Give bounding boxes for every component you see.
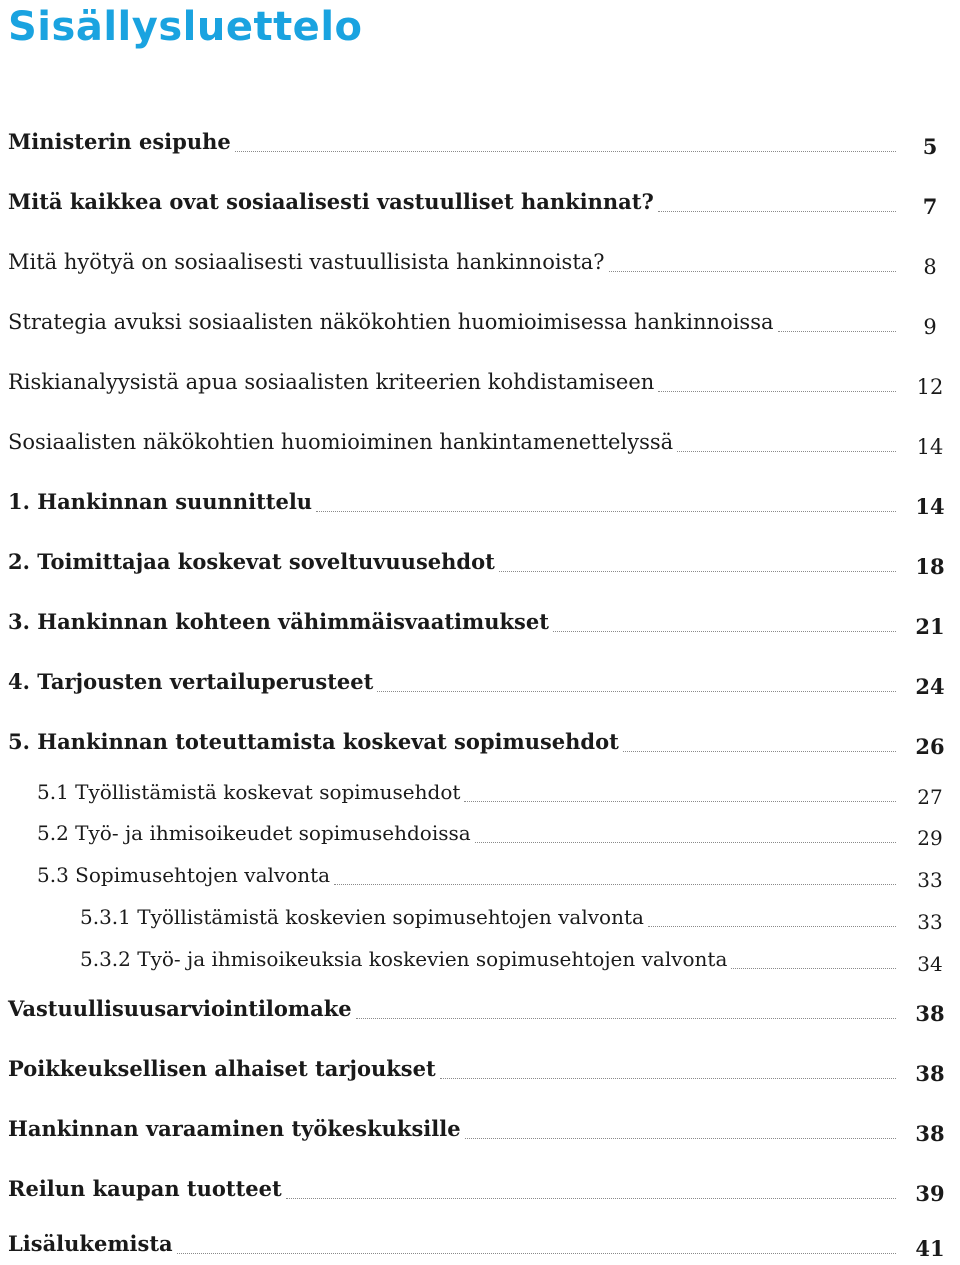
toc-entry-page: 26: [915, 734, 945, 759]
toc-entry-label: 1. Hankinnan suunnittelu: [8, 489, 313, 514]
toc-entry-page: 12: [916, 375, 944, 399]
toc-entry[interactable]: [0, 728, 960, 762]
toc-entry[interactable]: [0, 188, 960, 222]
toc-subentry[interactable]: [0, 819, 960, 853]
toc-entry-page: 41: [915, 1236, 945, 1261]
dot-leader: [475, 842, 896, 843]
toc-entry-page: 39: [915, 1181, 945, 1206]
toc-entry[interactable]: [0, 428, 960, 462]
toc-subentry[interactable]: [0, 778, 960, 812]
toc-entry[interactable]: [0, 548, 960, 582]
dot-leader: [499, 571, 896, 572]
dot-leader: [235, 151, 896, 152]
dot-leader: [286, 1198, 896, 1199]
toc-entry-page: 38: [915, 1001, 945, 1026]
toc-entry-label: Strategia avuksi sosiaalisten näkökohtien huomioimisessa hankinnoissa: [8, 310, 774, 334]
toc-subentry[interactable]: [0, 861, 960, 895]
toc-entry-label: Reilun kaupan tuotteet: [8, 1176, 282, 1201]
toc-entry-page: 33: [917, 910, 943, 934]
dot-leader: [177, 1253, 896, 1254]
toc-subsubentry[interactable]: [0, 945, 960, 979]
toc-entry-page: 7: [922, 194, 938, 219]
dot-leader: [465, 1138, 896, 1139]
toc-entry-label: Poikkeuksellisen alhaiset tarjoukset: [8, 1056, 436, 1081]
toc-entry-label: 2. Toimittajaa koskevat soveltuvuusehdot: [8, 549, 495, 574]
toc-entry-page: 38: [915, 1121, 945, 1146]
toc-entry-label: 5.3.2 Työ- ja ihmisoikeuksia koskevien sopimusehtojen valvonta: [80, 947, 728, 971]
toc-entry[interactable]: [0, 1230, 960, 1264]
toc-entry-page: 24: [915, 674, 945, 699]
toc-entry-page: 29: [917, 826, 943, 850]
toc-entry-label: 5.2 Työ- ja ihmisoikeudet sopimusehdoissa: [37, 821, 471, 845]
dot-leader: [731, 968, 896, 969]
toc-entry-label: Sosiaalisten näkökohtien huomioiminen hankintamenettelyssä: [8, 430, 674, 454]
toc-entry[interactable]: [0, 668, 960, 702]
toc-entry-label: Hankinnan varaaminen työkeskuksille: [8, 1116, 461, 1141]
toc-entry-page: 9: [923, 315, 937, 339]
dot-leader: [334, 884, 896, 885]
dot-leader: [623, 751, 896, 752]
toc-entry[interactable]: [0, 488, 960, 522]
dot-leader: [778, 331, 896, 332]
toc-entry-page: 38: [915, 1061, 945, 1086]
toc-entry-page: 18: [915, 554, 945, 579]
page-title: Sisällysluettelo: [8, 4, 363, 50]
toc-entry[interactable]: [0, 368, 960, 402]
dot-leader: [316, 511, 896, 512]
toc-entry-label: Ministerin esipuhe: [8, 129, 231, 154]
toc-entry[interactable]: [0, 1055, 960, 1089]
dot-leader: [553, 631, 896, 632]
dot-leader: [377, 691, 896, 692]
toc-entry-label: Lisälukemista: [8, 1231, 173, 1256]
toc-entry-page: 27: [917, 785, 943, 809]
dot-leader: [658, 391, 896, 392]
dot-leader: [648, 926, 896, 927]
toc-entry-page: 5: [922, 134, 938, 159]
toc-entry[interactable]: [0, 608, 960, 642]
toc-entry-label: Mitä hyötyä on sosiaalisesti vastuullisista hankinnoista?: [8, 250, 605, 274]
toc-entry-label: 5. Hankinnan toteuttamista koskevat sopimusehdot: [8, 729, 619, 754]
dot-leader: [677, 451, 896, 452]
toc-entry-label: 4. Tarjousten vertailuperusteet: [8, 669, 374, 694]
toc-entry[interactable]: [0, 1175, 960, 1209]
toc-entry-label: 5.3 Sopimusehtojen valvonta: [37, 863, 331, 887]
toc-entry[interactable]: [0, 128, 960, 162]
toc-entry[interactable]: [0, 308, 960, 342]
toc-entry-label: Mitä kaikkea ovat sosiaalisesti vastuulliset hankinnat?: [8, 189, 654, 214]
dot-leader: [609, 271, 896, 272]
toc-entry-page: 21: [915, 614, 945, 639]
toc-entry-label: Riskianalyysistä apua sosiaalisten kriteerien kohdistamiseen: [8, 370, 655, 394]
toc-entry-page: 14: [916, 435, 944, 459]
dot-leader: [440, 1078, 896, 1079]
dot-leader: [464, 801, 896, 802]
toc-entry[interactable]: [0, 995, 960, 1029]
toc-entry-label: 5.3.1 Työllistämistä koskevien sopimusehtojen valvonta: [80, 905, 644, 929]
toc-entry-page: 8: [923, 255, 937, 279]
toc-entry-page: 33: [917, 868, 943, 892]
toc-entry-label: Vastuullisuusarviointilomake: [8, 996, 352, 1021]
toc-subsubentry[interactable]: [0, 903, 960, 937]
toc-entry[interactable]: [0, 248, 960, 282]
toc-entry-page: 14: [915, 494, 945, 519]
toc-entry[interactable]: [0, 1115, 960, 1149]
dot-leader: [658, 211, 896, 212]
toc-entry-label: 3. Hankinnan kohteen vähimmäisvaatimukset: [8, 609, 549, 634]
toc-entry-page: 34: [917, 952, 943, 976]
toc-entry-label: 5.1 Työllistämistä koskevat sopimusehdot: [37, 780, 461, 804]
dot-leader: [356, 1018, 896, 1019]
